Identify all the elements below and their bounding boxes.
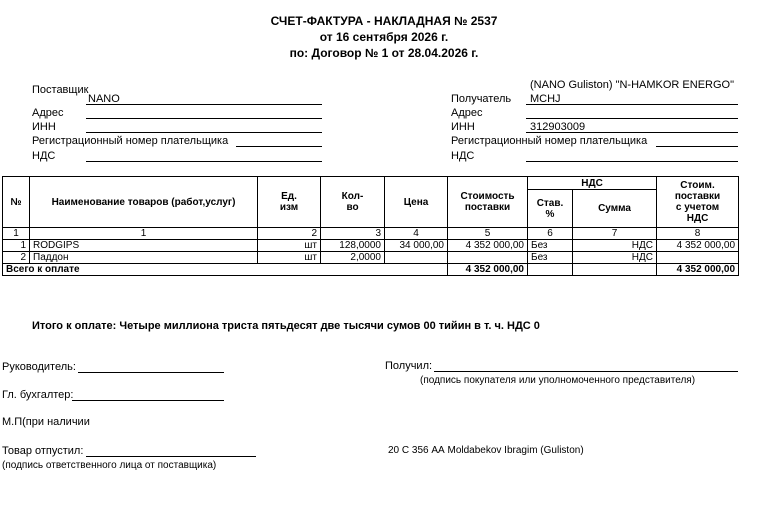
column-numbers-row: 1 1 2 3 4 5 6 7 8	[3, 228, 739, 240]
supplier-address-line	[86, 118, 322, 119]
supplier-inn-label: ИНН	[32, 121, 56, 133]
received-note: (подпись покупателя или уполномоченного представителя)	[420, 375, 696, 386]
col-header-qty: Кол- во	[321, 177, 385, 228]
received-label: Получил:	[385, 360, 433, 372]
supplier-reg-label: Регистрационный номер плательщика	[32, 135, 229, 147]
buyer-inn-label: ИНН	[451, 121, 475, 133]
col-header-total: Стоим. поставки с учетом НДС	[657, 177, 739, 228]
total-row	[3, 264, 739, 276]
released-note: (подпись ответственного лица от поставщика)	[2, 460, 217, 471]
col-header-name: Наименование товаров (работ,услуг)	[30, 177, 258, 228]
col-header-num: №	[3, 177, 30, 228]
buyer-address-line	[526, 118, 738, 119]
total-cost: 4 352 000,00	[448, 264, 528, 276]
supplier-address-label: Адрес	[32, 107, 64, 119]
buyer-label: Получатель	[451, 93, 512, 105]
buyer-reg-line	[656, 146, 738, 147]
buyer-vat-label: НДС	[451, 150, 475, 162]
power-of-attorney-ref: 20 С 356 АА Moldabekov Ibragim (Guliston)	[388, 445, 584, 456]
received-signature-line	[434, 371, 738, 372]
buyer-address-label: Адрес	[451, 107, 483, 119]
buyer-inn-line	[526, 132, 738, 133]
buyer-value: MCHJ	[530, 93, 561, 105]
total-label: Всего к оплате	[3, 264, 448, 276]
buyer-vat-line	[526, 161, 738, 162]
col-header-vat: НДС	[528, 177, 657, 190]
accountant-signature-line	[72, 400, 224, 401]
supplier-line	[86, 104, 322, 105]
total-with-vat: 4 352 000,00	[657, 264, 739, 276]
invoice-table	[2, 176, 739, 276]
stamp-label: М.П(при наличии	[2, 416, 90, 428]
buyer-name: (NANO Guliston) "N-HAMKOR ENERGO"	[530, 79, 734, 91]
supplier-vat-line	[86, 161, 322, 162]
buyer-line	[526, 104, 738, 105]
document-date: от 16 сентября 2026 г.	[319, 30, 449, 44]
accountant-label: Гл. бухгалтер:	[2, 389, 74, 401]
col-header-vat-rate: Став. %	[528, 190, 573, 228]
col-header-vat-sum: Сумма	[573, 190, 657, 228]
supplier-vat-label: НДС	[32, 150, 56, 162]
buyer-reg-label: Регистрационный номер плательщика	[451, 135, 648, 147]
released-signature-line	[86, 456, 256, 457]
director-signature-line	[78, 372, 224, 373]
supplier-value: NANO	[88, 93, 120, 105]
table-row: 2 Паддон шт 2,0000 Без НДС	[3, 252, 739, 264]
amount-in-words: Итого к оплате: Четыре миллиона триста пятьдесят две тысячи сумов 00 тийин в т. ч. НДС 0	[32, 320, 540, 332]
col-header-unit: Ед. изм	[258, 177, 321, 228]
buyer-inn-value: 312903009	[530, 121, 586, 133]
document-contract: по: Договор № 1 от 28.04.2026 г.	[289, 46, 479, 60]
document-title: СЧЕТ-ФАКТУРА - НАКЛАДНАЯ № 2537	[270, 14, 498, 28]
director-label: Руководитель:	[2, 361, 76, 373]
supplier-inn-line	[86, 132, 322, 133]
col-header-price: Цена	[385, 177, 448, 228]
table-row: 1 RODGIPS шт 128,0000 34 000,00 4 352 000,00 Без НДС 4 352 000,00	[3, 240, 739, 252]
released-label: Товар отпустил:	[2, 445, 84, 457]
supplier-reg-line	[236, 146, 322, 147]
supplier-label: Поставщик	[32, 84, 89, 96]
col-header-cost: Стоимость поставки	[448, 177, 528, 228]
